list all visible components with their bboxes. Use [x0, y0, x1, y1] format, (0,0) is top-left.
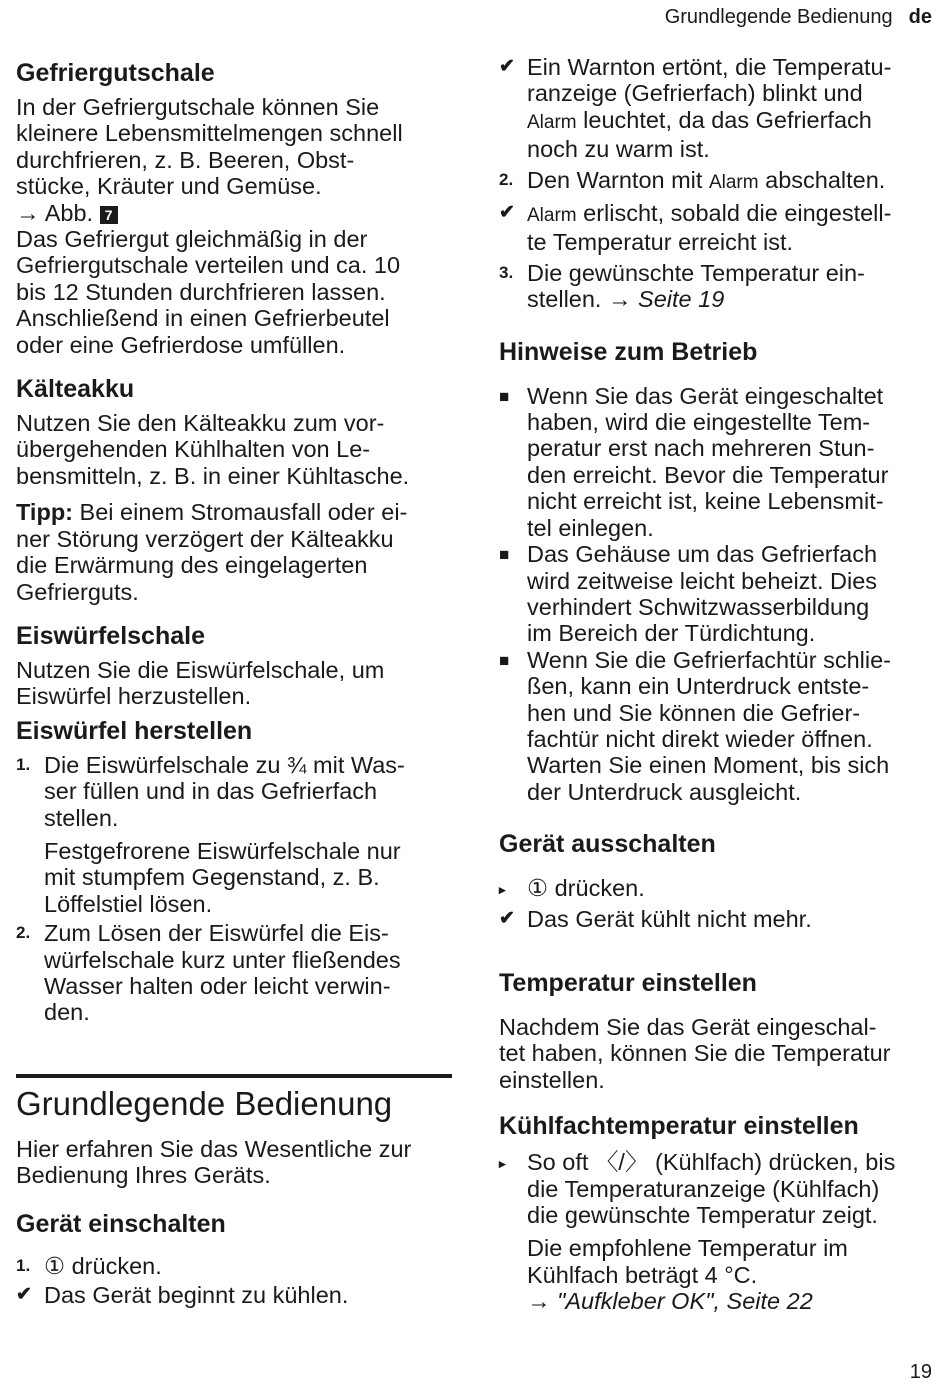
arrow-icon: →	[527, 1288, 551, 1315]
list-item-ausschalten-result: ✔ Das Gerät kühlt nicht mehr.	[499, 905, 812, 932]
tip-label: Tipp:	[16, 499, 73, 526]
heading-hinweise-zum-betrieb: Hinweise zum Betrieb	[499, 337, 758, 366]
triangle-bullet-icon: ▸	[499, 882, 506, 898]
check-icon: ✔	[499, 56, 515, 77]
list-item-kuehlfach-action: ▸ So oft 〈/〉 (Kühlfach) drücken, bis die Temperaturanzeige (Kühlfach) die gewünschte Temperatur zeigt.	[499, 1149, 896, 1228]
step-number: 2.	[499, 169, 514, 189]
list-item-step-3: 3. Die gewünschte Temperatur ein- stellen. → Seite 19	[499, 259, 865, 313]
heading-gefriergutschale: Gefriergutschale	[16, 59, 215, 87]
running-header	[665, 6, 932, 29]
alarm-label: Alarm	[527, 205, 577, 227]
list-item-step-2: 2. Zum Lösen der Eiswürfel die Eis- würfelschale kurz unter fließendes Wasser halten oder leicht verwin- den.	[16, 920, 401, 1026]
step-number: 1.	[16, 754, 31, 774]
arrow-icon: →	[16, 199, 40, 226]
tip-note: Tipp: Bei einem Stromausfall oder ei- ner Störung verzögert der Kälteakku die Erwärmung des eingelagerten Gefrierguts.	[16, 499, 408, 605]
heading-geraet-ausschalten: Gerät ausschalten	[499, 830, 716, 859]
kuehlfach-note: Die empfohlene Temperatur im Kühlfach beträgt 4 °C. → "Aufkleber OK", Seite 22	[527, 1235, 848, 1315]
figure-number-badge: 7	[100, 206, 118, 224]
list-item-warnton-result: ✔ Ein Warnton ertönt, die Temperatu- ranzeige (Gefrierfach) blinkt und Alarm leuchtet, da das Gefrierfach noch zu warm ist.	[499, 54, 892, 163]
square-bullet-icon: ■	[499, 386, 510, 406]
step-number: 3.	[499, 262, 514, 282]
temperatur-einstellen-text: Nachdem Sie das Gerät eingeschal- tet haben, können Sie die Temperatur einstellen.	[499, 1013, 891, 1093]
list-item-einschalten-step: 1. ① drücken.	[16, 1252, 162, 1279]
triangle-bullet-icon: ▸	[499, 1156, 506, 1172]
power-button-icon: ①	[44, 1252, 66, 1279]
left-column	[16, 52, 452, 1308]
page-reference-link[interactable]: Seite 19	[631, 286, 725, 313]
list-item-alarm-result: ✔ Alarm erlischt, sobald die eingestell- te Temperatur erreicht ist.	[499, 200, 892, 256]
gefriergutschale-text-1: In der Gefriergutschale können Sie kleinere Lebensmittelmengen schnell durchfrieren, z. B. Beeren, Obst- stücke, Kräuter und Gemüse. → Abb. 7	[16, 94, 403, 226]
header-section-title: Grundlegende Bedienung	[664, 6, 893, 28]
square-bullet-icon: ■	[499, 545, 510, 565]
fridge-compartment-button-icon: 〈/〉	[594, 1149, 649, 1176]
page-number: 19	[909, 1361, 932, 1383]
heading-eiswuerfel-herstellen: Eiswürfel herstellen	[16, 716, 253, 745]
check-icon: ✔	[16, 1284, 32, 1305]
heading-eiswuerfelschale: Eiswürfelschale	[16, 621, 205, 650]
heading-temperatur-einstellen: Temperatur einstellen	[499, 968, 757, 997]
list-item-step-2: 2. Den Warnton mit Alarm abschalten.	[499, 166, 886, 193]
chapter-intro: Hier erfahren Sie das Wesentliche zur Bedienung Ihres Geräts.	[16, 1135, 412, 1189]
sticker-reference-link[interactable]: "Aufkleber OK", Seite 22	[550, 1288, 813, 1315]
square-bullet-icon: ■	[499, 650, 510, 670]
list-item-bullet-2: ■ Das Gehäuse um das Gefrierfach wird zeitweise leicht beheizt. Dies verhindert Schwitzwasserbildung im Bereich der Türdichtung.	[499, 541, 878, 647]
list-item-bullet-3: ■ Wenn Sie die Gefrierfachtür schlie- ßen, kann ein Unterdruck entste- hen und Sie können die Gefrier- fachtür nicht direkt wieder öffnen. Warten Sie einen Moment, bis sich der Unterdruck ausgleicht.	[499, 646, 891, 805]
check-icon: ✔	[499, 202, 515, 224]
arrow-icon: →	[608, 286, 632, 313]
heading-kuehlfachtemperatur-einstellen: Kühlfachtemperatur einstellen	[499, 1112, 859, 1141]
step-1-note: Festgefrorene Eiswürfelschale nur mit stumpfem Gegenstand, z. B. Löffelstiel lösen.	[44, 837, 401, 917]
heading-geraet-einschalten: Gerät einschalten	[16, 1209, 226, 1238]
figure-reference: Abb.	[44, 199, 94, 226]
eiswuerfelschale-text: Nutzen Sie die Eiswürfelschale, um Eiswürfel herzustellen.	[16, 656, 385, 710]
step-number: 2.	[16, 923, 31, 943]
list-item-bullet-1: ■ Wenn Sie das Gerät eingeschaltet haben, wird die eingestellte Tem- peratur erst nach mehreren Stun- den erreicht. Bevor die Temperatur nicht erreicht ist, keine Lebensmit- tel einlegen.	[499, 382, 889, 541]
chapter-title: Grundlegende Bedienung	[16, 1084, 393, 1122]
kaelteakku-text: Nutzen Sie den Kälteakku zum vor- übergehenden Kühlhalten von Le- bensmitteln, z. B. in einer Kühltasche.	[16, 410, 410, 489]
list-item-einschalten-result: ✔ Das Gerät beginnt zu kühlen.	[16, 1282, 349, 1308]
right-column	[499, 52, 939, 1315]
alarm-label: Alarm	[708, 171, 759, 193]
check-icon: ✔	[499, 907, 515, 929]
gefriergutschale-text-2: Das Gefriergut gleichmäßig in der Gefriergutschale verteilen und ca. 10 bis 12 Stunden durchfrieren lassen. Anschließend in einen Gefrierbeutel oder eine Gefrierdose umfüllen.	[16, 226, 401, 358]
list-item-ausschalten-action: ▸ ① drücken.	[499, 875, 939, 901]
chapter-divider	[16, 1074, 452, 1078]
step-number: 1.	[16, 1255, 31, 1275]
alarm-label: Alarm	[527, 111, 577, 133]
header-language: de	[908, 6, 932, 28]
heading-kaelteakku: Kälteakku	[16, 375, 135, 404]
list-item-step-1: 1. Die Eiswürfelschale zu ¾ mit Was- ser füllen und in das Gefrierfach stellen.	[16, 751, 405, 831]
power-button-icon: ①	[527, 875, 549, 902]
